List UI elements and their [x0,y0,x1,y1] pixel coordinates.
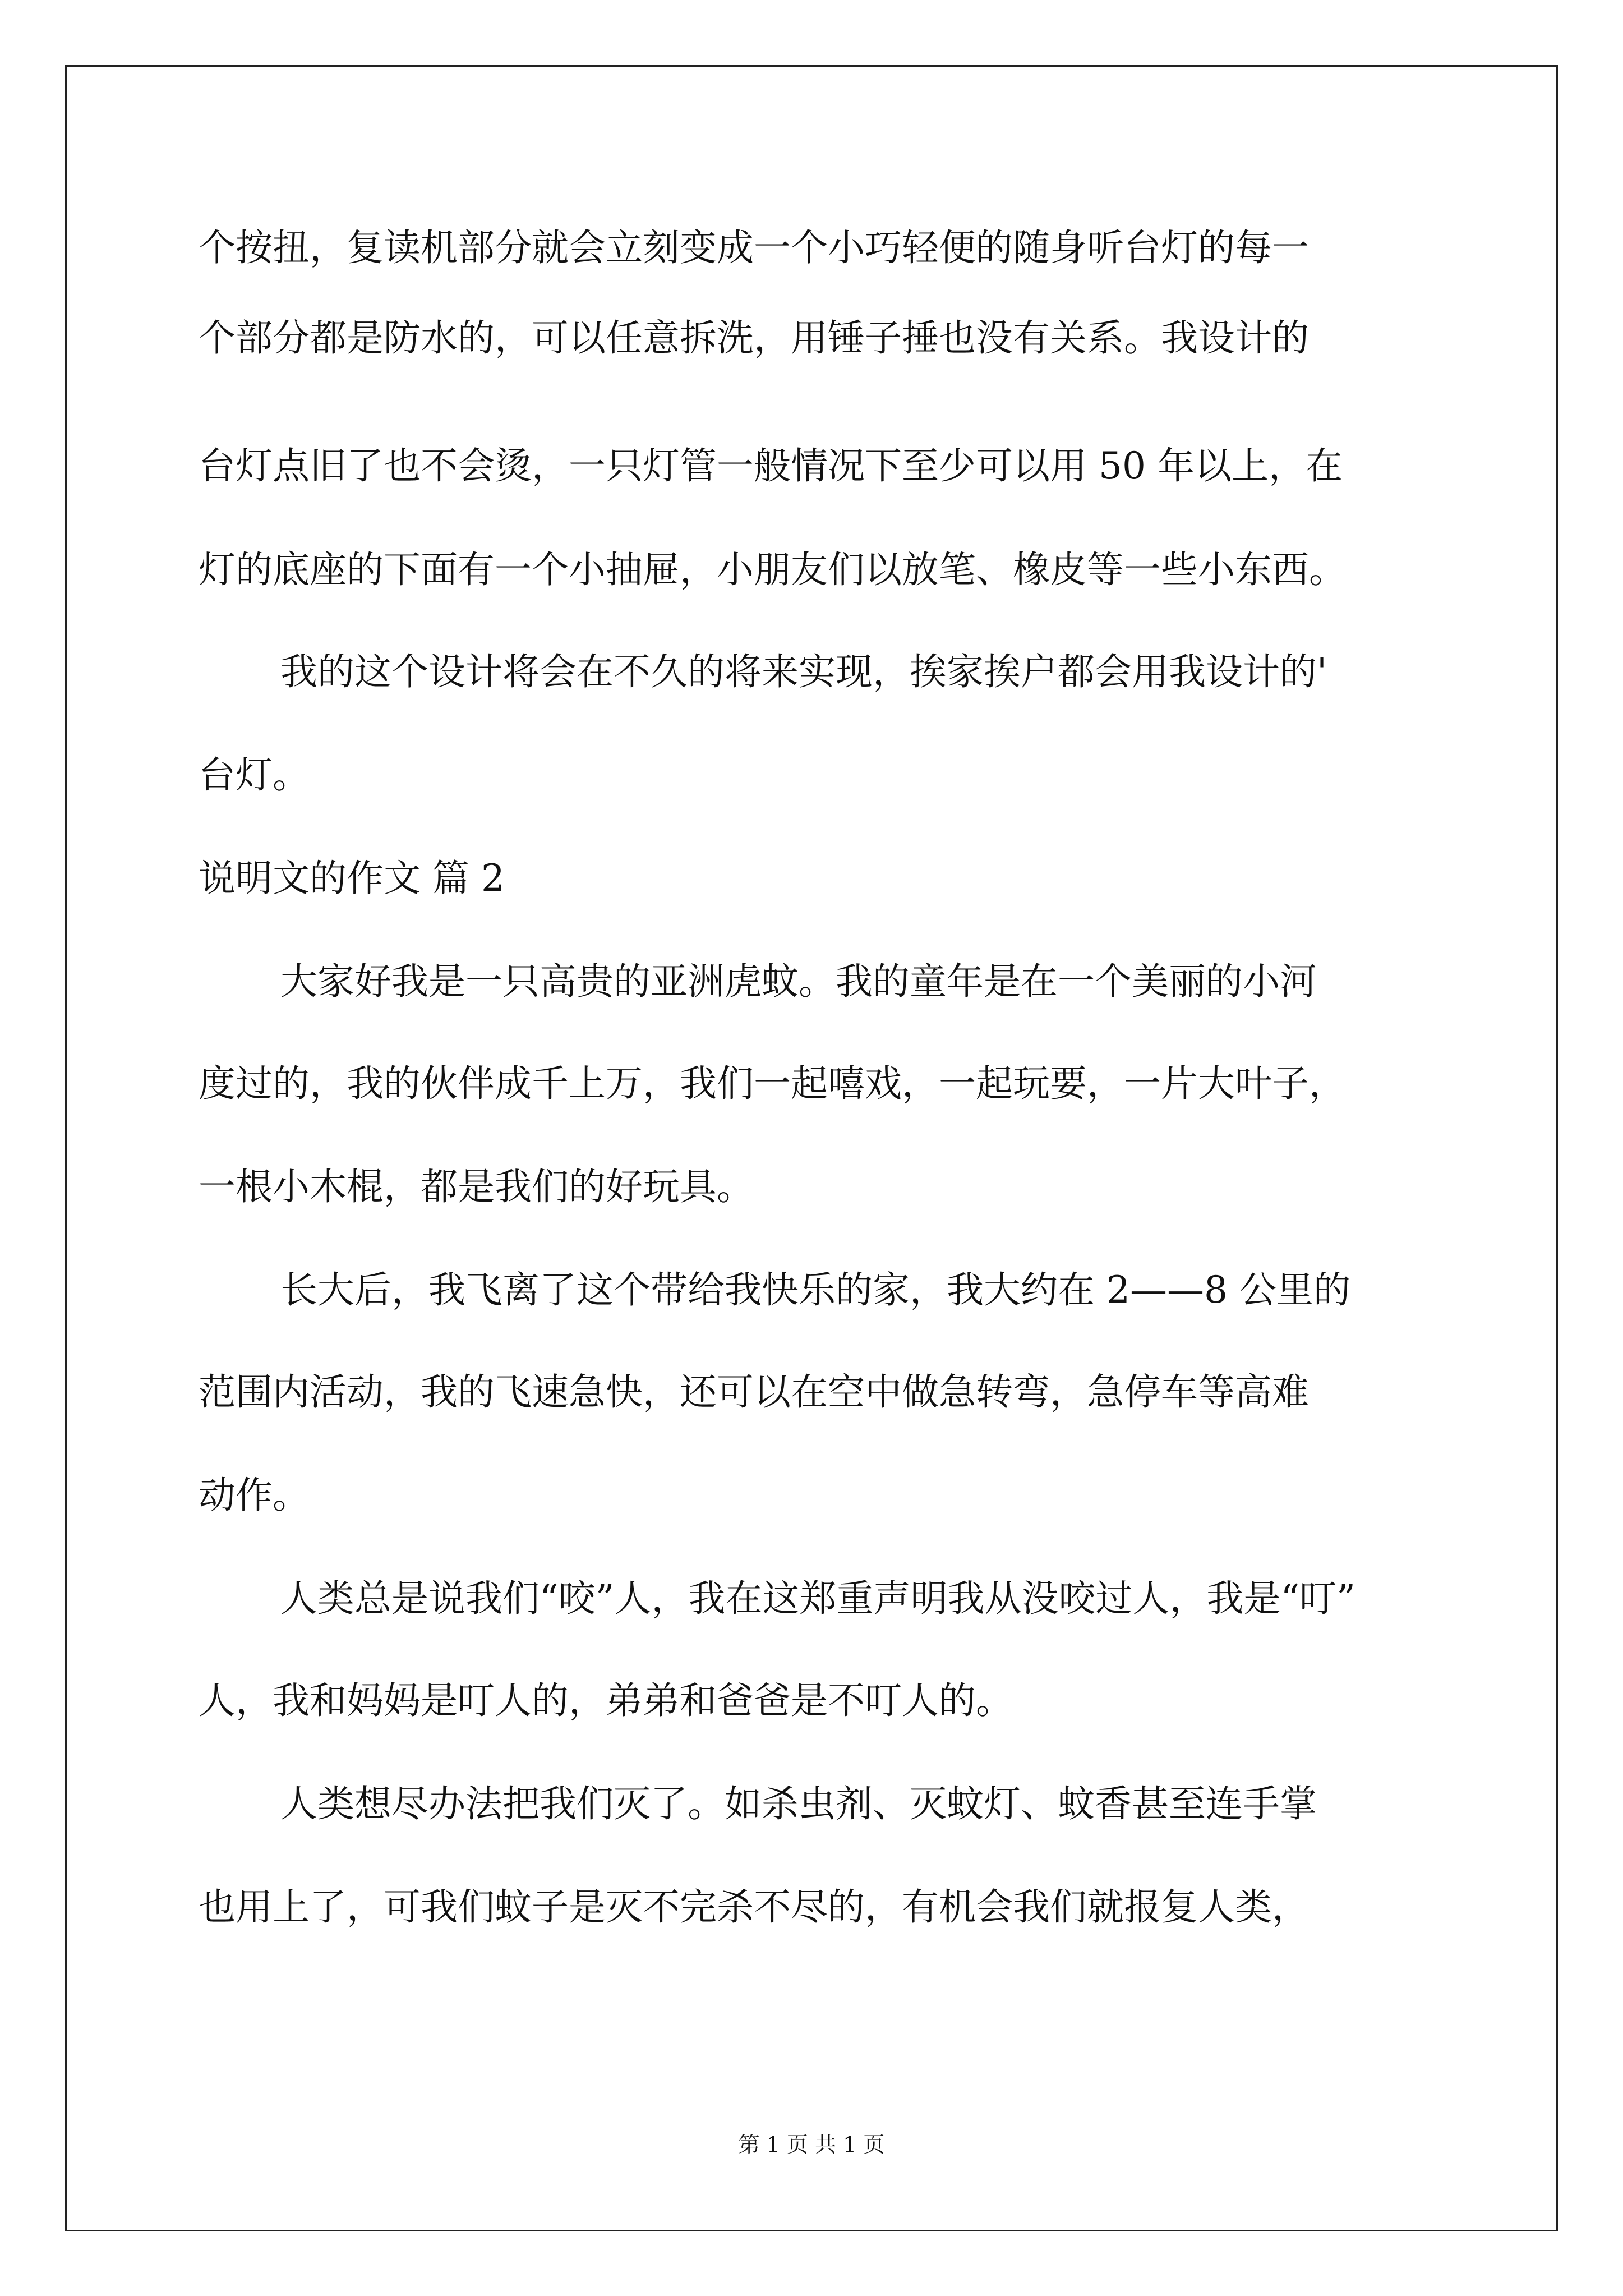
text-line: 人类想尽办法把我们灭了。如杀虫剂、灭蚊灯、蚊香甚至连手掌 [280,1782,1317,1825]
text-line: 大家好我是一只高贵的亚洲虎蚊。我的童年是在一个美丽的小河 [280,960,1317,1003]
text-line: 长大后，我飞离了这个带给我快乐的家，我大约在 2——8 公里的 [280,1268,1350,1312]
text-line: 动作。 [199,1474,310,1517]
text-line: 度过的，我的伙伴成千上万，我们一起嘻戏，一起玩要，一片大叶子， [199,1062,1346,1105]
text-line: 灯的底座的下面有一个小抽屉，小朋友们以放笔、橡皮等一些小东西。 [199,548,1346,591]
text-line: 我的这个设计将会在不久的将来实现，挨家挨户都会用我设计的' [280,650,1327,693]
text-line: 范围内活动，我的飞速急快，还可以在空中做急转弯，急停车等高难 [199,1370,1309,1414]
text-line: 个部分都是防水的，可以任意拆洗，用锤子捶也没有关系。我设计的 [199,316,1309,360]
text-line: 也用上了，可我们蚊子是灭不完杀不尽的，有机会我们就报复人类， [199,1885,1309,1929]
section-heading: 说明文的作文 篇 2 [199,857,505,900]
text-line: 人，我和妈妈是叮人的，弟弟和爸爸是不叮人的。 [199,1679,1013,1722]
text-line: 台灯。 [199,753,310,797]
text-line: 一根小木棍，都是我们的好玩具。 [199,1165,754,1208]
text-line: 个按扭，复读机部分就会立刻变成一个小巧轻便的随身听台灯的每一 [199,226,1309,269]
text-line: 台灯点旧了也不会烫，一只灯管一般情况下至少可以用 50 年以上，在 [199,444,1343,487]
text-line: 人类总是说我们“咬”人，我在这郑重声明我从没咬过人，我是“叮” [280,1577,1355,1620]
page-footer: 第 1 页 共 1 页 [738,2132,885,2157]
